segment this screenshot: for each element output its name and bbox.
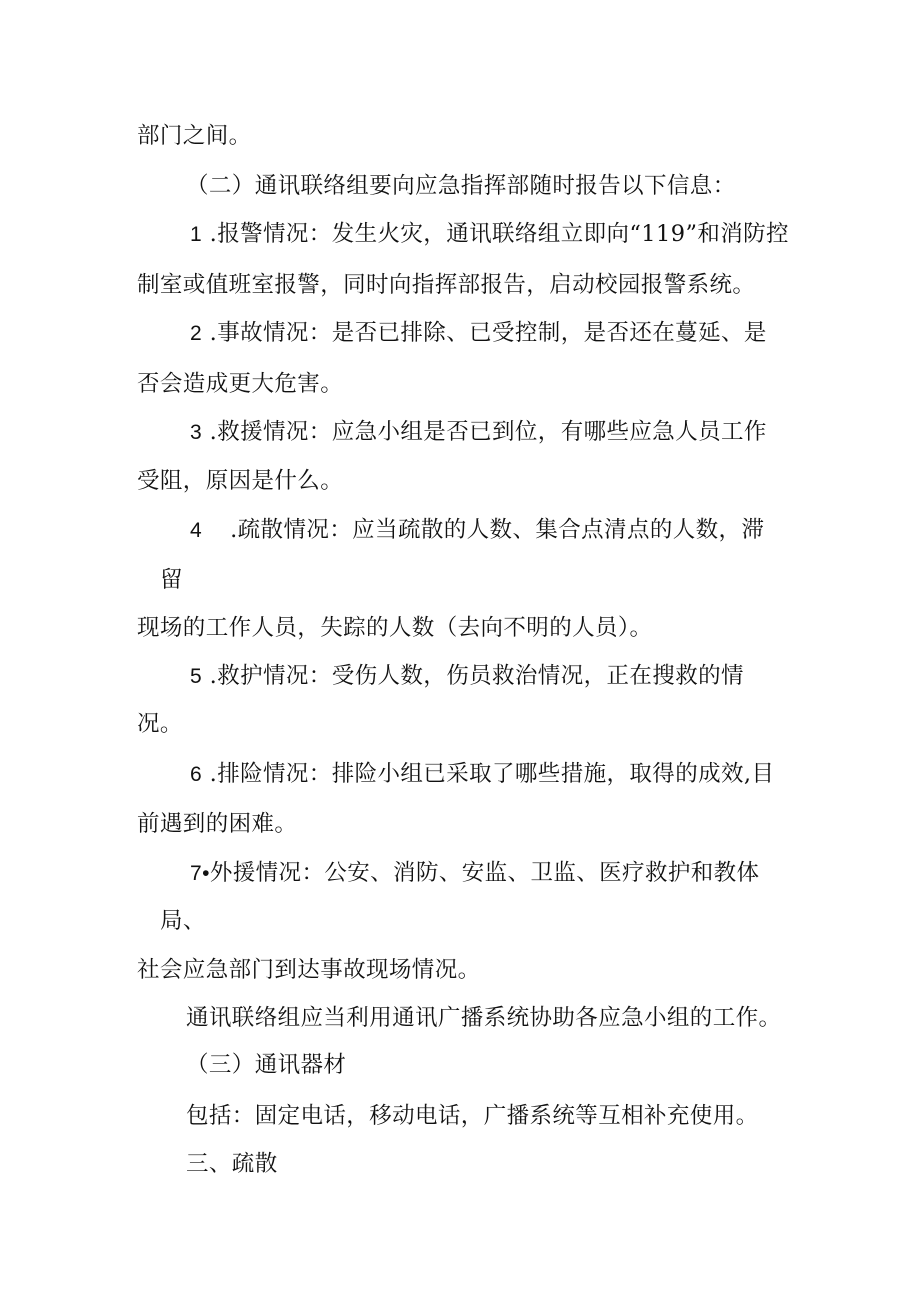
section-heading: 三、疏散	[186, 1151, 278, 1177]
list-text: 外援情况：公安、消防、安监、卫监、医疗救护和教体	[209, 860, 760, 886]
list-item-1	[190, 219, 789, 250]
list-number: 3	[190, 421, 203, 444]
paragraph-line: 留	[160, 567, 183, 593]
list-number: 4	[190, 519, 203, 542]
section-heading: （三）通讯器材	[186, 1052, 347, 1078]
list-number: 1	[190, 223, 203, 246]
list-text: .排险情况：排险小组已采取了哪些措施，取得的成效,目	[209, 761, 775, 787]
list-number: 6	[190, 763, 203, 786]
paragraph-line: 通讯联络组应当利用通讯广播系统协助各应急小组的工作。	[186, 1005, 782, 1031]
paragraph-line: 社会应急部门到达事故现场情况。	[137, 957, 481, 983]
paragraph-line: 受阻，原因是什么。	[137, 468, 344, 494]
list-text: .救援情况：应急小组是否已到位，有哪些应急人员工作	[209, 419, 767, 445]
list-text: .疏散情况：应当疏散的人数、集合点清点的人数，滞	[230, 517, 765, 543]
paragraph-line: 否会造成更大危害。	[137, 371, 344, 397]
list-number: 7•	[190, 862, 210, 885]
paragraph-line: 况。	[137, 711, 183, 737]
list-number: 5	[190, 665, 203, 688]
paragraph-line: 包括：固定电话，移动电话，广播系统等互相补充使用。	[186, 1103, 759, 1129]
list-item-7	[190, 858, 759, 889]
section-heading: （二）通讯联络组要向应急指挥部随时报告以下信息：	[186, 173, 736, 199]
paragraph-line: 部门之间。	[137, 123, 252, 149]
list-text: .救护情况：受伤人数，伤员救治情况，正在搜救的情	[209, 663, 744, 689]
list-text: .事故情况：是否已排除、已受控制，是否还在蔓延、是	[209, 320, 767, 346]
list-item-4	[190, 515, 764, 546]
paragraph-line: 制室或值班室报警，同时向指挥部报告，启动校园报警系统。	[137, 272, 756, 298]
list-item-5	[190, 661, 744, 692]
list-text: .报警情况：发生火灾，通讯联络组立即向“119”和消防控	[209, 221, 789, 247]
paragraph-line: 局、	[160, 908, 206, 934]
paragraph-line: 前遇到的困难。	[137, 811, 298, 837]
list-number: 2	[190, 322, 203, 345]
paragraph-line: 现场的工作人员，失踪的人数（去向不明的人员）。	[137, 615, 653, 641]
list-item-6	[190, 759, 774, 790]
list-item-3	[190, 417, 767, 448]
list-item-2	[190, 318, 767, 349]
